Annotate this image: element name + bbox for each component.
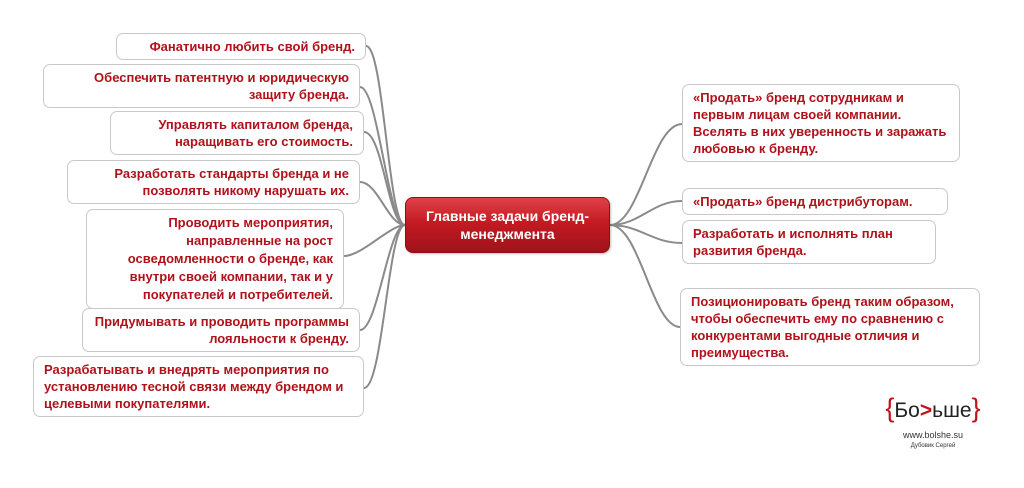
connector-left-1: [366, 46, 405, 225]
node-loyalty-programs: Придумывать и проводить программы лояльности к бренду.: [82, 308, 360, 352]
logo-brace-close: }: [971, 393, 981, 423]
connector-left-6: [360, 225, 405, 330]
logo-arrow-icon: >: [919, 399, 933, 422]
logo-mark: [878, 395, 988, 424]
node-brand-equity: Управлять капиталом бренда, наращивать его стоимость.: [110, 111, 364, 155]
logo-author: Дубовик Сергей: [910, 443, 956, 449]
connector-right-4: [610, 225, 680, 327]
node-customer-connection: Разрабатывать и внедрять мероприятия по установлению тесной связи между брендом и целевыми покупателями.: [33, 356, 364, 417]
logo-text-b: ьше: [932, 399, 972, 422]
connector-left-7: [364, 225, 405, 388]
node-love-brand: Фанатично любить свой бренд.: [116, 33, 366, 60]
node-legal-protection: Обеспечить патентную и юридическую защиту бренда.: [43, 64, 360, 108]
logo-url: www.bolshe.su: [902, 430, 964, 440]
central-topic: Главные задачи бренд-менеджмента: [405, 197, 610, 253]
connector-right-3: [610, 225, 682, 243]
bolshe-logo: [878, 395, 988, 449]
node-sell-to-distributors: «Продать» бренд дистрибуторам.: [682, 188, 948, 215]
connector-right-1: [610, 124, 682, 225]
node-awareness-events: Проводить мероприятия, направленные на рост осведомленности о бренде, как внутри своей компании, так и у покупателей и потребителей.: [86, 209, 344, 309]
node-positioning: Позиционировать бренд таким образом, чтобы обеспечить ему по сравнению с конкурентами выгодные отличия и преимущества.: [680, 288, 980, 366]
node-development-plan: Разработать и исполнять план развития бренда.: [682, 220, 936, 264]
logo-text-a: Бо: [894, 399, 920, 422]
connector-left-3: [364, 132, 405, 225]
logo-brace-open: {: [885, 393, 895, 423]
node-sell-to-employees: «Продать» бренд сотрудникам и первым лицам своей компании. Вселять в них уверенность и заражать любовью к бренду.: [682, 84, 960, 162]
node-brand-standards: Разработать стандарты бренда и не позволять никому нарушать их.: [67, 160, 360, 204]
